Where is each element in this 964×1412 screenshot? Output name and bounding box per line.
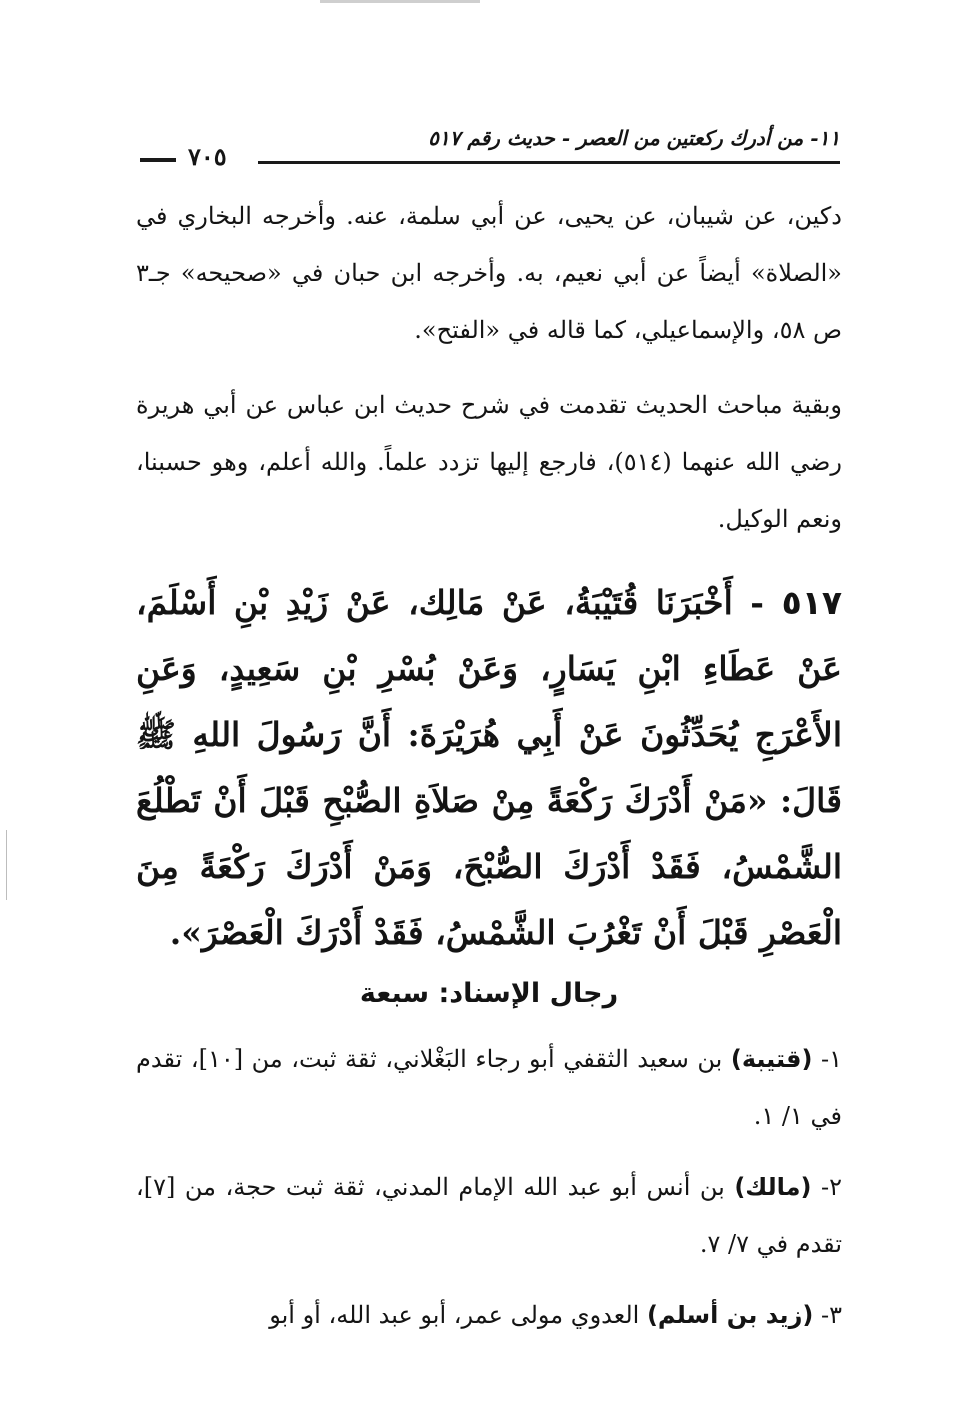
narrator-number: ٢- [811, 1173, 842, 1201]
narrator-entry [136, 1031, 842, 1145]
narrator-name: (مالك) [734, 1173, 812, 1201]
narrator-name: (قتيبة) [730, 1045, 813, 1073]
page-body [136, 188, 842, 1358]
narrator-name: (زيد بن أسلم) [646, 1301, 814, 1329]
narrator-number: ١- [812, 1045, 842, 1073]
narrator-description: العدوي مولى عمر، أبو عبد الله، أو أبو [269, 1301, 647, 1329]
page-number-dash [140, 158, 176, 162]
page-header [140, 128, 840, 172]
narrator-description: بن أنس أبو عبد الله الإمام المدني، ثقة ثبت حجة، من [٧]، تقدم في ٧/ ٧. [136, 1173, 842, 1258]
header-rule [258, 161, 840, 164]
commentary-paragraph: دكين، عن شيبان، عن يحيى، عن أبي سلمة، عنه. وأخرجه البخاري في «الصلاة» أيضاً عن أبي نعيم، به. وأخرجه ابن حبان في «صحيحه» جـ٣ ص ٥٨، والإسماعيلي، كما قاله في «الفتح». [136, 202, 842, 344]
narrator-entry [136, 1287, 842, 1344]
narrator-entry [136, 1159, 842, 1273]
hadith-number: ٥١٧ [781, 583, 842, 622]
running-title: ١١- من أدرك ركعتين من العصر - حديث رقم ٥١٧ [428, 126, 840, 150]
narrator-description: بن سعيد الثقفي أبو رجاء البَغْلاني، ثقة ثبت، من [١٠]، تقدم في ١/ ١. [136, 1045, 842, 1130]
scan-margin-mark [6, 830, 7, 900]
section-heading: رجال الإسناد: سبعة [359, 978, 619, 1009]
narrator-number: ٣- [813, 1301, 842, 1329]
hadith-body: أَخْبَرَنَا قُتَيْبَةُ، عَنْ مَالِك، عَنْ زَيْدِ بْنِ أَسْلَمَ، عَنْ عَطَاءِ ابْنِ يَسَارٍ، وَعَنْ بُسْرِ بْنِ سَعِيدٍ، وَعَنِ الأَعْرَجِ يُحَدِّثُونَ عَنْ أَبِي هُرَيْرَةَ: أَنَّ رَسُولَ اللهِ ﷺ قَالَ: «مَنْ أَدْرَكَ رَكْعَةً مِنْ صَلاَةِ الصُّبْحِ قَبْلَ أَنْ تَطْلُعَ الشَّمْسُ، فَقَدْ أَدْرَكَ الصُّبْحَ، وَمَنْ أَدْرَكَ رَكْعَةً مِنَ الْعَصْرِ قَبْلَ أَنْ تَغْرُبَ الشَّمْسُ، فَقَدْ أَدْرَكَ الْعَصْرَ». [136, 583, 842, 952]
hadith-text [136, 570, 842, 966]
scan-edge-mark [320, 0, 480, 3]
page-number: ٧٠٥ [188, 142, 227, 171]
commentary-paragraph: وبقية مباحث الحديث تقدمت في شرح حديث ابن عباس عن أبي هريرة رضي الله عنهما (٥١٤)، فارجع إليها تزدد علماً. والله أعلم، وهو حسبنا، ونعم الوكيل. [136, 391, 842, 533]
hadith-separator: - [732, 583, 782, 622]
